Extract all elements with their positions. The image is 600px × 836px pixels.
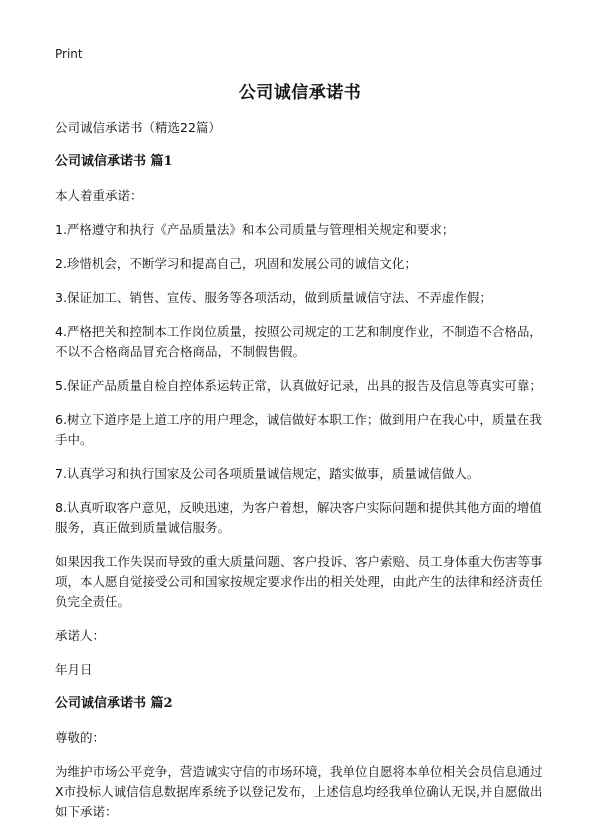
document-title: 公司诚信承诺书: [238, 83, 362, 103]
commitment-item: 3.保证加工、销售、宣传、服务等各项活动，做到质量诚信守法、不弄虚作假；: [55, 290, 492, 305]
document-body: [55, 118, 550, 836]
commitment-item: 5.保证产品质量自检自控体系运转正常，认真做好记录，出具的报告及信息等真实可靠；: [55, 378, 542, 393]
section-2-greeting: 尊敬的：: [55, 730, 106, 745]
section-1-intro: 本人着重承诺：: [55, 188, 143, 203]
commitment-item: 8.认真听取客户意见，反映迅速，为客户着想，解决客户实际问题和提供其他方面的增值服务，真正做到质量诚信服务。: [55, 500, 542, 535]
commitment-item: 6.树立下道序是上道工序的用户理念，诚信做好本职工作；做到用户在我心中，质量在我手中。: [55, 412, 542, 447]
commitment-item: 4.严格把关和控制本工作岗位质量，按照公司规定的工艺和制度作业，不制造不合格品，不以不合格商品冒充合格商品，不制假售假。: [55, 324, 542, 359]
section-2-body: 为维护市场公平竞争，营造诚实守信的市场环境，我单位自愿将本单位相关会员信息通过X市投标人诚信信息数据库系统予以登记发布，上述信息均经我单位确认无误,并自愿做出如下承诺：: [55, 764, 543, 819]
document-subtitle: 公司诚信承诺书（精选22篇）: [55, 120, 221, 135]
commitment-item: 7.认真学习和执行国家及公司各项质量诚信规定，踏实做事，质量诚信做人。: [55, 466, 480, 481]
print-link[interactable]: Print: [55, 47, 83, 61]
commitment-item: 2.珍惜机会，不断学习和提高自己，巩固和发展公司的诚信文化；: [55, 256, 417, 271]
signer-label: 承诺人：: [55, 628, 106, 643]
section-1-heading: 公司诚信承诺书 篇1: [55, 154, 173, 169]
date-label: 年月日: [55, 662, 93, 677]
section-2-heading: 公司诚信承诺书 篇2: [55, 696, 173, 711]
commitment-item: 1.严格遵守和执行《产品质量法》和本公司质量与管理相关规定和要求；: [55, 222, 455, 237]
section-1-closing: 如果因我工作失误而导致的重大质量问题、客户投诉、客户索赔、员工身体重大伤害等事项，本人愿自觉接受公司和国家按规定要求作出的相关处理，由此产生的法律和经济责任负完全责任。: [55, 554, 543, 609]
